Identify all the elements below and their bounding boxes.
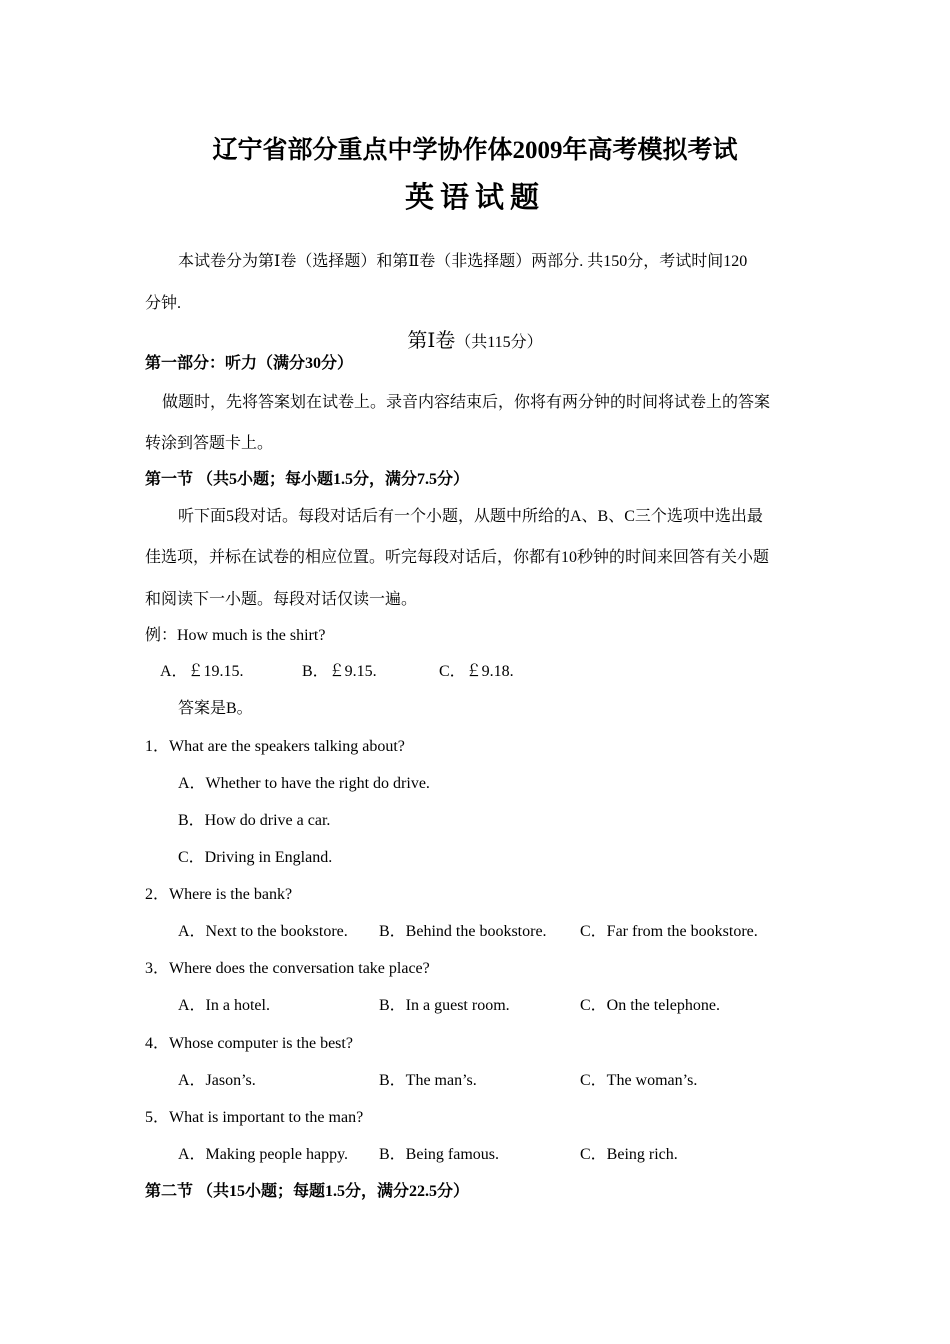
question-2-option-a: A．Next to the bookstore.: [178, 923, 348, 940]
example-option-c: C．￡9.18.: [439, 663, 514, 680]
section1-instr-line-1: 听下面5段对话。每段对话后有一个小题，从题中所给的A、B、C三个选项中选出最: [178, 508, 763, 525]
volume-score: （共115分）: [455, 334, 543, 351]
question-3-option-b: B．In a guest room.: [379, 997, 510, 1014]
section1-heading: 第一节 （共5小题；每小题1.5分，满分7.5分）: [145, 471, 470, 488]
question-3: 3．Where does the conversation take place?: [145, 960, 430, 977]
question-2-option-c: C．Far from the bookstore.: [580, 923, 758, 940]
section1-instr-line-2: 佳选项，并标在试卷的相应位置。听完每段对话后，你都有10秒钟的时间来回答有关小题: [145, 549, 770, 566]
question-1: 1．What are the speakers talking about?: [145, 738, 405, 755]
intro-line-1: 本试卷分为第Ⅰ卷（选择题）和第Ⅱ卷（非选择题）两部分. 共150分，考试时间120: [178, 253, 748, 270]
question-5-option-c: C．Being rich.: [580, 1146, 678, 1163]
question-4-option-c: C．The woman’s.: [580, 1072, 698, 1089]
question-5: 5．What is important to the man?: [145, 1109, 364, 1126]
exam-title: 辽宁省部分重点中学协作体2009年高考模拟考试: [212, 137, 738, 164]
section2-heading: 第二节 （共15小题；每题1.5分，满分22.5分）: [145, 1183, 470, 1200]
question-1-option-a: A．Whether to have the right do drive.: [178, 775, 430, 792]
question-1-option-c: C．Driving in England.: [178, 849, 333, 866]
question-4-option-a: A．Jason’s.: [178, 1072, 256, 1089]
part1-heading: 第一部分：听力（满分30分）: [145, 355, 354, 372]
volume-heading: [0, 328, 950, 356]
question-2: 2．Where is the bank?: [145, 886, 293, 903]
question-5-option-b: B．Being famous.: [379, 1146, 499, 1163]
example-option-b: B．￡9.15.: [302, 663, 377, 680]
question-1-option-b: B．How do drive a car.: [178, 812, 331, 829]
example-question: 例：How much is the shirt?: [145, 627, 326, 644]
section1-instr-line-3: 和阅读下一小题。每段对话仅读一遍。: [145, 591, 418, 608]
example-answer: 答案是B。: [178, 700, 253, 717]
question-4: 4．Whose computer is the best?: [145, 1035, 353, 1052]
example-option-a: A．￡19.15.: [160, 663, 244, 680]
part1-instr-line-2: 转涂到答题卡上。: [145, 435, 274, 452]
question-3-option-c: C．On the telephone.: [580, 997, 720, 1014]
part1-instr-line-1: 做题时，先将答案划在试卷上。录音内容结束后，你将有两分钟的时间将试卷上的答案: [162, 394, 771, 411]
intro-line-2: 分钟.: [145, 295, 182, 312]
question-5-option-a: A．Making people happy.: [178, 1146, 349, 1163]
exam-subtitle: 英语试题: [404, 182, 545, 214]
question-2-option-b: B．Behind the bookstore.: [379, 923, 547, 940]
volume-label: 第Ⅰ卷: [407, 330, 456, 352]
question-4-option-b: B．The man’s.: [379, 1072, 477, 1089]
question-3-option-a: A．In a hotel.: [178, 997, 270, 1014]
